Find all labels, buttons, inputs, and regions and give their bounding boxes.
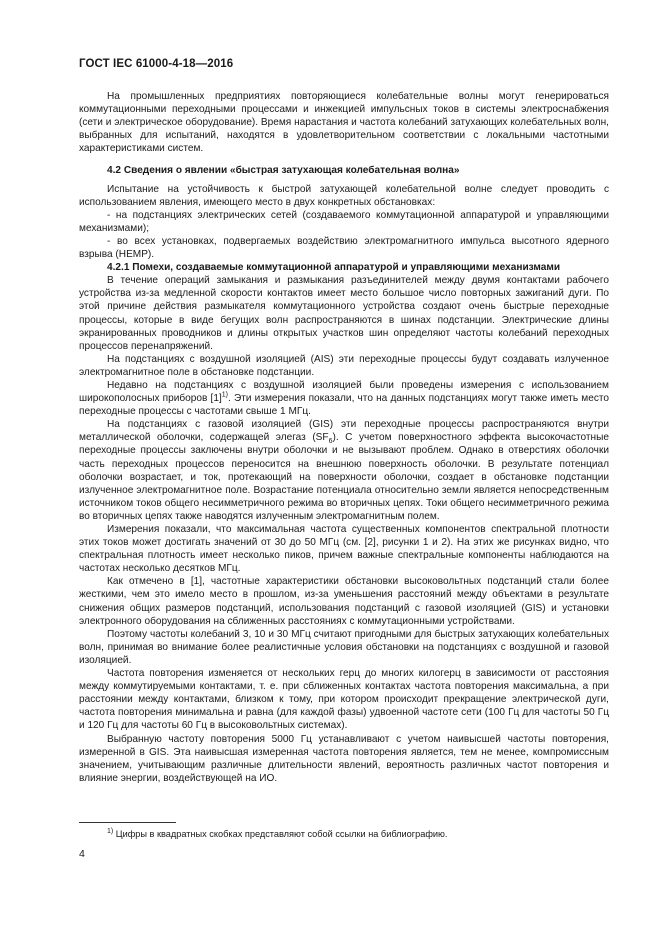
section-heading-4-2-1: 4.2.1 Помехи, создаваемые коммутационной аппаратурой и управляющими механизмами: [107, 262, 561, 274]
section-heading-4-2: 4.2 Сведения о явлении «быстрая затухающая колебательная волна»: [107, 165, 460, 177]
paragraph: На подстанциях с воздушной изоляцией (AIS) эти переходные процессы будут создавать излученное электромагнитное поле в обстановке подстанции.: [79, 353, 609, 378]
footnote-marker: 1): [107, 827, 114, 835]
footnote-reference: 1): [221, 391, 229, 399]
paragraph-with-footnote-ref: Недавно на подстанциях с воздушной изоляцией были проведены измерения с использованием широкополосных приборов $[1]^{1)}$. Эти измерения показали, что на данных подстанциях могут также иметь место переходные процессы с частотами свыше 1 МГц.: [79, 379, 609, 418]
list-item: - во всех установках, подвергаемых воздействию электромагнитного импульса высотного ядерного взрыва (HEMP).: [79, 235, 609, 261]
paragraph: Выбранную частоту повторения 5000 Гц устанавливают с учетом наивысшей частоты повторения, измеренной в GIS. Эта наивысшая измеренная частота повторения является, тем не менее, компромиссным значением, учитывающим различные длительности явлений, вероятность различных частот повторения и влияние энергии, воздействующей на ИО.: [79, 733, 609, 784]
page-number: 4: [79, 848, 85, 860]
list-item: - на подстанциях электрических сетей (создаваемого коммутационной аппаратурой и управляющими механизмами);: [79, 209, 609, 234]
document-body: [79, 90, 609, 785]
paragraph: Как отмечено в [1], частотные характеристики обстановки высоковольтных подстанций стали более жесткими, чем это имело место в прошлом, из-за уменьшения расстояний между объектами в результате снижения общих размеров подстанций, использования подстанций с газовой изоляцией (GIS) и установки электронного оборудования на сближенных расстояниях с коммутационными устройствами.: [79, 576, 609, 627]
paragraph: Испытание на устойчивость к быстрой затухающей колебательной волне следует проводить с использованием явления, имеющего место в двух конкретных обстановках:: [79, 183, 609, 208]
paragraph: Поэтому частоты колебаний 3, 10 и 30 МГц считают пригодными для быстрых затухающих колебательных волн, принимая во внимание более реалистичные условия обстановки на подстанциях с воздушной и газовой изоляцией.: [79, 628, 609, 666]
paragraph: В течение операций замыкания и размыкания разъединителей между двумя контактами рабочего устройства из-за медленной скорости контактов имеет место большое число повторных зажиганий дуги. По этой причине действия размыкателя коммутационного устройства создают очень быстрые переходные процессы, которые в виде бегущих волн распространяются в шинах подстанции. Электрические длины экранированных проводников и длины открытых участков шин определяют частоты колебаний переходных процессов перенапряжений.: [79, 275, 609, 352]
footnote-divider: [79, 822, 176, 823]
footnote-text: Цифры в квадратных скобках представляют собой ссылки на библиографию.: [113, 829, 448, 839]
paragraph: Частота повторения изменяется от нескольких герц до многих килогерц в зависимости от расстояния между коммутируемыми контактами, т. е. при сближенных контактах частота повторения максимальна, а при расстоянии между контактами, близком к тому, при котором происходит прекращение электрической дуги, частота повторения минимальна и равна (для каждой фазы) удвоенной частоте сети (100 Гц для частоты 50 Гц и 120 Гц для частоты 60 Гц в высоковольтных системах).: [79, 668, 609, 732]
page-header-title: ГОСТ IEC 61000-4-18—2016: [79, 58, 234, 70]
paragraph: На подстанциях с газовой изоляцией (GIS) эти переходные процессы распространяются внутри металлической оболочки, содержащей элегаз $(SF_6)$. С учетом поверхностного эффекта высокочастотные переходные процессы заключены внутри оболочки и не вызывают проблем. Однако в отверстиях оболочки часть переходных процессов переносится на внешнюю поверхность оболочки. В результате потенциал оболочки возрастает, и ток, протекающий на поверхности оболочки, создает в обстановке подстанции излученное электромагнитное поле. Возрастание потенциала относительно земли является непосредственным источником токов общего несимметричного режима во вторичных цепях. Токи общего несимметричного режима во вторичных цепях также наводятся излученным электромагнитным полем.: [79, 419, 609, 522]
subscript: 6: [328, 438, 333, 446]
footnote: [107, 828, 607, 840]
paragraph: Измерения показали, что максимальная частота существенных компонентов спектральной плотности этих токов может достигать значений от 30 до 50 МГц (см. [2], рисунки 1 и 2). На этих же рисунках видно, что спектральная плотность имеет несколько пиков, причем важные спектральные компоненты наблюдаются на частотах несколько десятков МГц.: [79, 524, 609, 575]
paragraph: На промышленных предприятиях повторяющиеся колебательные волны могут генерироваться коммутационными переходными процессами и инжекцией импульсных токов в системы электроснабжения (сети и электрическое оборудование). Время нарастания и частота колебаний затухающих колебательных волн, выбранных для испытаний, находятся в удовлетворительном соответствии с локальными частотными характеристиками систем.: [79, 91, 609, 155]
